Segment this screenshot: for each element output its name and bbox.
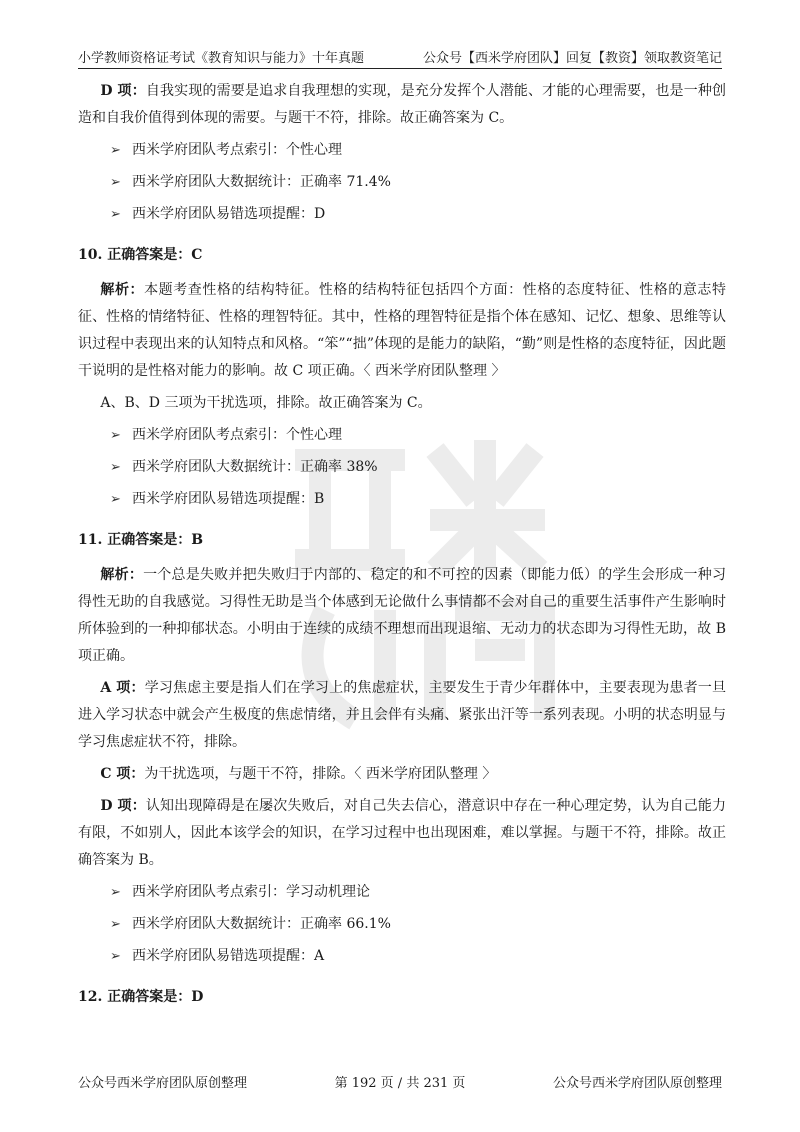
bullet-item	[110, 486, 726, 513]
arrow-bullet-icon: ➢	[110, 207, 121, 222]
arrow-bullet-icon: ➢	[110, 143, 121, 158]
option-a-paragraph	[78, 675, 726, 756]
question-10-other: A、B、D 三项为干扰选项，排除。故正确答案为 C。	[100, 395, 432, 411]
option-d-paragraph	[78, 793, 726, 874]
option-label: D 项：	[100, 798, 146, 814]
bullet-text: 西米学府团队易错选项提醒：D	[132, 206, 326, 222]
header-left-text: 小学教师资格证考试《教育知识与能力》十年真题	[78, 51, 365, 66]
option-text: 学习焦虑主要是指人们在学习上的焦虑症状，主要发生于青少年群体中，主要表现为患者一旦进入学习状态中就会产生极度的焦虑情绪，并且会伴有头痛、紧张出汗等一系列表现。小明的状态明显与学习焦虑症状不符，排除。	[78, 680, 726, 750]
arrow-bullet-icon: ➢	[110, 428, 121, 443]
explain-label: 解析：	[100, 282, 145, 298]
arrow-bullet-icon: ➢	[110, 949, 121, 964]
bullet-text: 西米学府团队易错选项提醒：B	[132, 491, 325, 507]
footer-right-text: 公众号西米学府团队原创整理	[552, 1076, 722, 1091]
bullet-item	[110, 137, 726, 164]
option-label: A 项：	[100, 680, 145, 696]
option-label: C 项：	[100, 766, 145, 782]
arrow-bullet-icon: ➢	[110, 492, 121, 507]
explain-text: 一个总是失败并把失败归于内部的、稳定的和不可控的因素（即能力低）的学生会形成一种习得性无助的自我感觉。习得性无助是当个体感到无论做什么事情都不会对自己的重要生活事件产生影响时所体验到的一种抑郁状态。小明由于连续的成绩不理想而出现退缩、无动力的状态即为习得性无助，故 B 项正确。	[78, 567, 726, 664]
bullet-item	[110, 911, 726, 938]
bullet-item	[110, 422, 726, 449]
question-10-answer: 10. 正确答案是：C	[78, 247, 203, 263]
bullet-text: 西米学府团队大数据统计：正确率 66.1%	[132, 916, 391, 932]
option-text: 为干扰选项，与题干不符，排除。〈 西米学府团队整理 〉	[144, 766, 497, 782]
question-10-explanation	[78, 277, 726, 385]
bullet-item	[110, 943, 726, 970]
bullet-text: 西米学府团队考点索引：学习动机理论	[132, 884, 370, 900]
bullet-item	[110, 169, 726, 196]
footer-left-text: 公众号西米学府团队原创整理	[78, 1076, 248, 1091]
bullet-text: 西米学府团队考点索引：个性心理	[132, 427, 342, 443]
arrow-bullet-icon: ➢	[110, 460, 121, 475]
bullet-item	[110, 879, 726, 906]
header-right-text: 公众号【西米学府团队】回复【教资】领取教资笔记	[422, 51, 722, 66]
bullet-text: 西米学府团队大数据统计：正确率 38%	[132, 459, 378, 475]
document-body	[78, 78, 726, 1019]
option-text: 自我实现的需要是追求自我理想的实现，是充分发挥个人潜能、才能的心理需要，也是一种创造和自我价值得到体现的需要。与题干不符，排除。故正确答案为 C。	[78, 83, 727, 126]
page-number: 第 192 页 / 共 231 页	[334, 1076, 466, 1091]
page-footer	[78, 1072, 722, 1091]
bullet-item	[110, 201, 726, 228]
question-11-answer: 11. 正确答案是：B	[78, 532, 204, 548]
bullet-item	[110, 454, 726, 481]
question-11-explanation	[78, 562, 726, 670]
option-text: 认知出现障碍是在屡次失败后，对自己失去信心，潜意识中存在一种心理定势，认为自己能力有限，不如别人，因此本该学会的知识，在学习过程中也出现困难，难以掌握。与题干不符，排除。故正确答案为 B。	[78, 798, 727, 868]
option-d-paragraph	[78, 78, 726, 132]
arrow-bullet-icon: ➢	[110, 885, 121, 900]
option-c-paragraph	[78, 761, 726, 788]
explain-text: 本题考查性格的结构特征。性格的结构特征包括四个方面：性格的态度特征、性格的意志特征、性格的情绪特征、性格的理智特征。其中，性格的理智特征是指个体在感知、记忆、想象、思维等认识过程中表现出来的认知特点和风格。“笨”“拙”体现的是能力的缺陷，“勤”则是性格的态度特征，因此题干说明的是性格对能力的影响。故 C 项正确。〈 西米学府团队整理 〉	[78, 282, 726, 379]
bullet-text: 西米学府团队大数据统计：正确率 71.4%	[132, 174, 391, 190]
option-label: D 项：	[100, 83, 146, 99]
question-12-answer: 12. 正确答案是：D	[78, 989, 204, 1005]
arrow-bullet-icon: ➢	[110, 917, 121, 932]
page-header	[78, 44, 722, 69]
bullet-text: 西米学府团队考点索引：个性心理	[132, 142, 342, 158]
arrow-bullet-icon: ➢	[110, 175, 121, 190]
explain-label: 解析：	[100, 567, 144, 583]
bullet-text: 西米学府团队易错选项提醒：A	[132, 948, 325, 964]
